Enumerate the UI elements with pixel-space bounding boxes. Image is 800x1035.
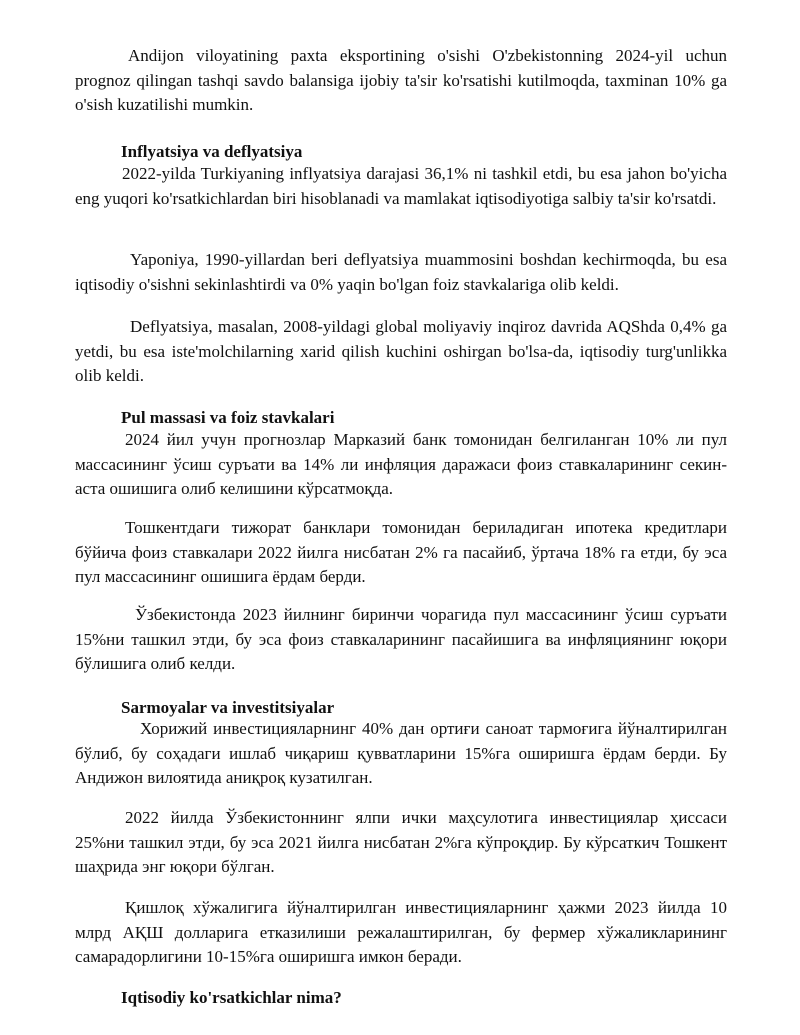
paragraph-turkey-inflation: 2022-yilda Turkiyaning inflyatsiya darajasi 36,1% ni tashkil etdi, bu esa jahon bo'yicha eng yuqori ko'rsatkichlardan biri hisoblanadi va mamlakat iqtisodiyotiga salbiy ta'sir ko'rsatdi. [75,164,727,208]
paragraph-cotton-export: Andijon viloyatining paxta eksportining o'sishi O'zbekistonning 2024-yil uchun prognoz qilingan tashqi savdo balansiga ijobiy ta'sir ko'rsatishi kutilmoqda, taxminan 10% ga o'sish kuzatilishi mumkin. [75,46,727,114]
paragraph-usa-deflation: Deflyatsiya, masalan, 2008-yildagi global moliyaviy inqiroz davrida AQShda 0,4% ga yetdi, bu esa iste'molchilarning xarid qilish kuchini oshirgan bo'lsa-da, iqtisodiy turg'unlikka olib keldi. [75,317,727,385]
paragraph-forecast-2024: 2024 йил учун прогнозлар Марказий банк томонидан белгиланган 10% ли пул массасининг ўсиш суръати ва 14% ли инфляция даражаси фоиз ставкаларининг секин-аста ошишига олиб келишини кўрсатмоқда. [75,430,727,498]
heading-investments: Sarmoyalar va investitsiyalar [121,698,335,717]
paragraph-japan-deflation: Yaponiya, 1990-yillardan beri deflyatsiya muammosini boshdan kechirmoqda, bu esa iqtisodiy o'sishni sekinlashtirdi va 0% yaqin bo'lgan foiz stavkalariga olib keldi. [75,250,727,294]
paragraph-foreign-investments: Хорижий инвестицияларнинг 40% дан ортиғи саноат тармоғига йўналтирилган бўлиб, бу соҳадаги ишлаб чиқариш қувватларини 15%га оширишга ёрдам берди. Бу Андижон вилоятида аниқроқ кузатилган. [75,719,727,787]
paragraph-gdp-investments: 2022 йилда Ўзбекистоннинг ялпи ички маҳсулотига инвестициялар ҳиссаси 25%ни ташкил этди, бу эса 2021 йилга нисбатан 2%га кўпроқдир. Бу кўрсаткич Тошкент шаҳрида энг юқори бўлган. [75,808,727,876]
paragraph-money-growth-2023: Ўзбекистонда 2023 йилнинг биринчи чорагида пул массасининг ўсиш суръати 15%ни ташкил этди, бу эса фоиз ставкаларининг пасайишига ва инфляциянинг юқори бўлишига олиб келди. [75,605,727,673]
heading-inflation-deflation: Inflyatsiya va deflyatsiya [121,142,303,161]
heading-money-supply: Pul massasi va foiz stavkalari [121,408,335,427]
paragraph-agriculture-investments: Қишлоқ хўжалигига йўналтирилган инвестицияларнинг ҳажми 2023 йилда 10 млрд АҚШ долларига етказилиши режалаштирилган, бу фермер хўжаликларининг самарадорлигини 10-15%га оширишга имкон беради. [75,898,727,966]
paragraph-tashkent-mortgage: Тошкентдаги тижорат банклари томонидан бериладиган ипотека кредитлари бўйича фоиз ставкалари 2022 йилга нисбатан 2% га пасайиб, ўртача 18% га етди, бу эса пул массасининг ошишига ёрдам берди. [75,518,727,586]
heading-economic-indicators: Iqtisodiy ko'rsatkichlar nima? [121,988,342,1007]
